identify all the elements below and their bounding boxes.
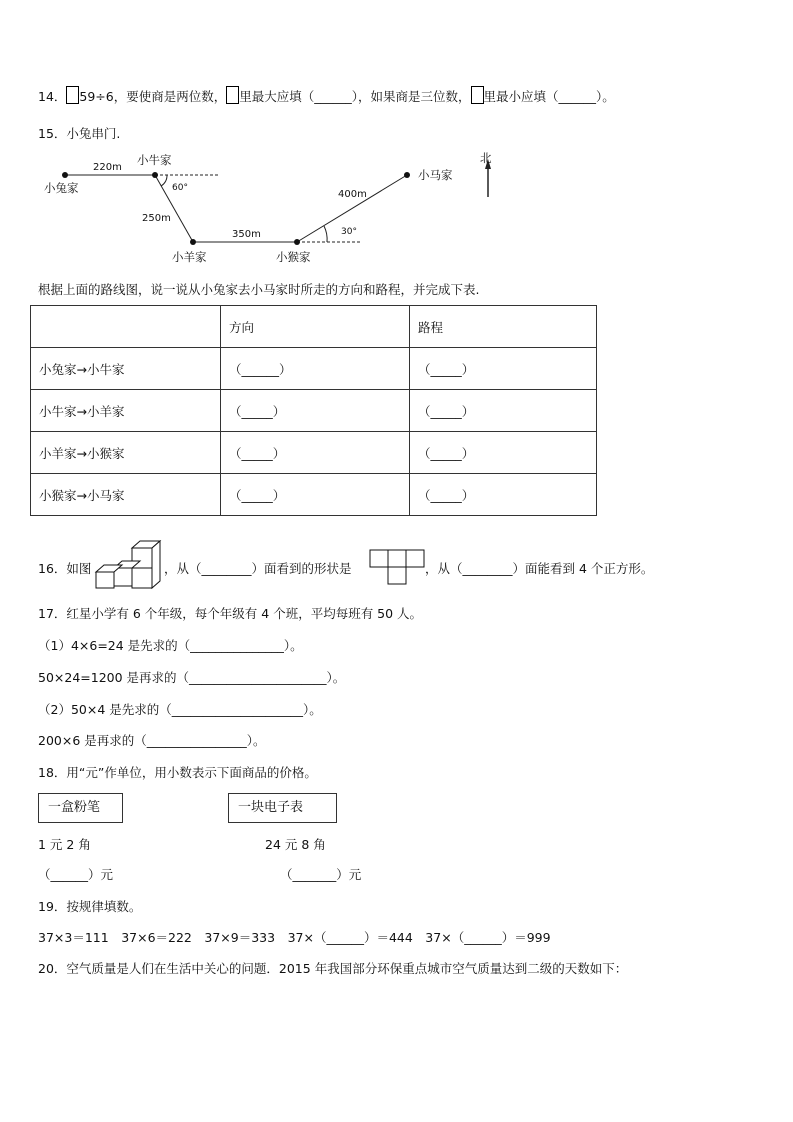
route-map [30,145,550,270]
q14-text-2: 里最大应填（______），如果商是三位数， [239,89,471,104]
monkey-home-dot [294,239,300,245]
q18-title: 18．用“元”作单位，用小数表示下面商品的价格。 [38,765,317,780]
table-cell-route: 小兔家→小牛家 [31,348,221,390]
table-header-distance: 路程 [410,306,597,348]
table-cell-direction[interactable]: （_____） [221,390,410,432]
product-watch-box: 一块电子表 [228,793,337,823]
blank-box-icon [226,86,239,104]
distance-220: 220m [93,162,122,173]
table-cell-direction[interactable]: （______） [221,348,410,390]
q19-title: 19．按规律填数。 [38,899,142,914]
table-cell-distance[interactable]: （_____） [410,348,597,390]
route-table [30,305,597,516]
q19-sequence: 37×3＝111 37×6＝222 37×9＝333 37×（______）＝444 37×（______）＝999 [38,930,551,945]
table-cell-route: 小牛家→小羊家 [31,390,221,432]
blank-box-icon [66,86,79,104]
table-header-direction: 方向 [221,306,410,348]
q16-line-3 [425,560,653,578]
q16-text-1: 16．如图 [38,561,92,576]
table-cell-route: 小猴家→小马家 [31,474,221,516]
distance-350: 350m [232,229,261,240]
distance-400: 400m [338,189,367,200]
label-monkey: 小猴家 [276,250,311,264]
table-row [31,390,597,432]
label-north: 北 [480,151,492,165]
table-row [31,432,597,474]
q14-text-3: 里最小应填（______）。 [483,89,615,104]
q15-instruction: 根据上面的路线图，说一说从小兔家去小马家时所走的方向和路程，并完成下表. [38,282,480,297]
angle-30: 30° [341,227,357,237]
table-cell-route: 小羊家→小猴家 [31,432,221,474]
q17-line-3: （2）50×4 是先求的（_____________________）。 [38,702,322,717]
q15-title: 15．小兔串门. [38,126,121,141]
view-shape-figure [369,549,425,585]
table-cell-direction[interactable]: （_____） [221,432,410,474]
answer-watch[interactable]: （_______）元 [280,867,362,882]
q14-line [38,86,615,106]
label-horse: 小马家 [418,168,453,182]
label-sheep: 小羊家 [172,250,207,264]
table-row [31,348,597,390]
angle-60: 60° [172,183,188,193]
sheep-home-dot [190,239,196,245]
q14-text-1: 59÷6，要使商是两位数， [79,89,227,104]
table-cell-distance[interactable]: （_____） [410,432,597,474]
table-header-cell [31,306,221,348]
q14-number: 14． [38,89,67,104]
label-cow: 小牛家 [137,153,172,167]
q16-line-2 [164,560,352,578]
table-header-row [31,306,597,348]
answer-chalk[interactable]: （______）元 [38,867,114,882]
table-row [31,474,597,516]
table-cell-distance[interactable]: （_____） [410,474,597,516]
table-cell-direction[interactable]: （_____） [221,474,410,516]
cube-stack-figure [94,540,164,590]
table-cell-distance[interactable]: （_____） [410,390,597,432]
q17-line-1: （1）4×6=24 是先求的（_______________）。 [38,638,303,653]
horse-home-dot [404,172,410,178]
distance-250: 250m [142,213,171,224]
q16-text-2: ，从（________）面看到的形状是 [164,561,352,576]
q17-line-4: 200×6 是再求的（________________）。 [38,733,266,748]
product-chalk-box: 一盒粉笔 [38,793,123,823]
blank-box-icon [471,86,484,104]
q17-line-2: 50×24=1200 是再求的（______________________）。 [38,670,346,685]
price-watch: 24 元 8 角 [265,837,326,852]
rabbit-home-dot [62,172,68,178]
q17-title: 17．红星小学有 6 个年级，每个年级有 4 个班，平均每班有 50 人。 [38,606,423,621]
price-chalk: 1 元 2 角 [38,837,91,852]
q20-title: 20．空气质量是人们在生活中关心的问题．2015 年我国部分环保重点城市空气质量达到二级的天数如下： [38,961,628,976]
q16-text-3: ，从（________）面能看到 4 个正方形。 [425,561,654,576]
label-rabbit: 小兔家 [44,181,79,195]
q16-line [38,560,91,578]
cow-home-dot [152,172,158,178]
